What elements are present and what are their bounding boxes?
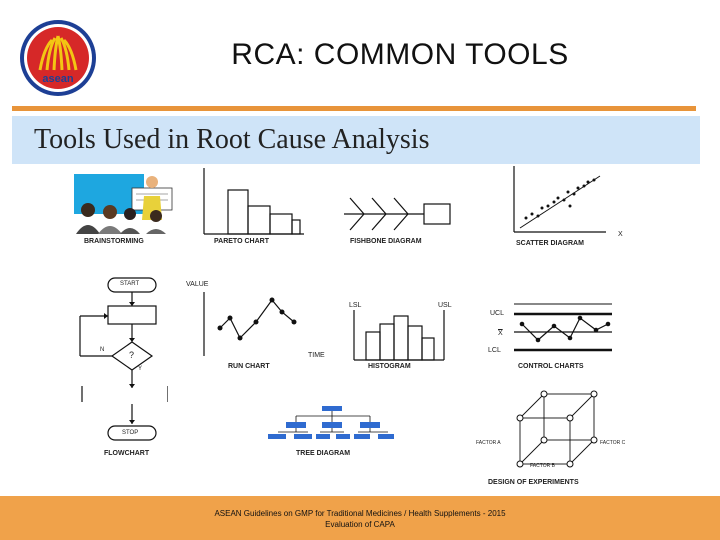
design-of-experiments-caption: DESIGN OF EXPERIMENTS xyxy=(488,479,579,486)
flowchart-yes-label: Y xyxy=(138,366,143,372)
brainstorming-caption: BRAINSTORMING xyxy=(84,238,144,245)
control-chart-ucl-label: UCL xyxy=(490,310,505,317)
asean-logo xyxy=(18,18,98,98)
flowchart-illustration xyxy=(74,274,168,444)
run-chart-illustration xyxy=(200,292,306,358)
control-chart-xbar-label: $\overline{X}$ xyxy=(498,330,503,337)
doe-factor-c-label: FACTOR C xyxy=(600,440,626,446)
flowchart-caption: FLOWCHART xyxy=(104,450,150,457)
run-chart-time-label: TIME xyxy=(308,352,325,359)
pareto-chart-caption: PARETO CHART xyxy=(214,238,269,245)
tree-diagram-caption: TREE DIAGRAM xyxy=(296,450,351,457)
scatter-diagram-caption: SCATTER DIAGRAM xyxy=(516,240,584,247)
flowchart-stop-label: STOP xyxy=(122,430,139,436)
tools-banner xyxy=(12,116,700,164)
scatter-x-label: X xyxy=(618,231,623,238)
flowchart-no-label: N xyxy=(100,347,105,353)
brainstorming-illustration xyxy=(74,172,174,234)
footer-bar xyxy=(0,496,720,540)
doe-factor-b-label: FACTOR B xyxy=(530,463,555,469)
histogram-lsl-label: LSL xyxy=(349,302,362,309)
page-title: RCA: COMMON TOOLS xyxy=(231,38,569,71)
logo-wordmark: asean xyxy=(42,73,74,85)
design-of-experiments-illustration xyxy=(500,388,610,474)
control-charts-caption: CONTROL CHARTS xyxy=(518,363,584,370)
fishbone-diagram-caption: FISHBONE DIAGRAM xyxy=(350,238,422,245)
banner-heading: Tools Used in Root Cause Analysis xyxy=(34,124,430,155)
scatter-diagram-illustration xyxy=(508,164,608,236)
flowchart-decision-label: ? xyxy=(129,350,135,360)
histogram-caption: HISTOGRAM xyxy=(368,363,411,370)
control-chart-illustration xyxy=(510,300,616,360)
tree-diagram-illustration xyxy=(264,404,402,448)
title-divider xyxy=(12,106,696,111)
histogram-illustration xyxy=(340,310,452,362)
run-chart-value-label: VALUE xyxy=(186,281,209,288)
flowchart-start-label: START xyxy=(120,281,140,287)
footer-text xyxy=(150,508,570,530)
fishbone-diagram-illustration xyxy=(342,192,452,234)
pareto-chart-illustration xyxy=(200,168,306,238)
doe-factor-a-label: FACTOR A xyxy=(476,440,501,446)
footer-guideline: ASEAN Guidelines on GMP for Traditional Medicines / Health Supplements - 2015 xyxy=(214,509,506,518)
histogram-usl-label: USL xyxy=(438,302,452,309)
run-chart-caption: RUN CHART xyxy=(228,363,270,370)
control-chart-lcl-label: LCL xyxy=(488,347,501,354)
footer-topic: Evaluation of CAPA xyxy=(325,520,395,529)
